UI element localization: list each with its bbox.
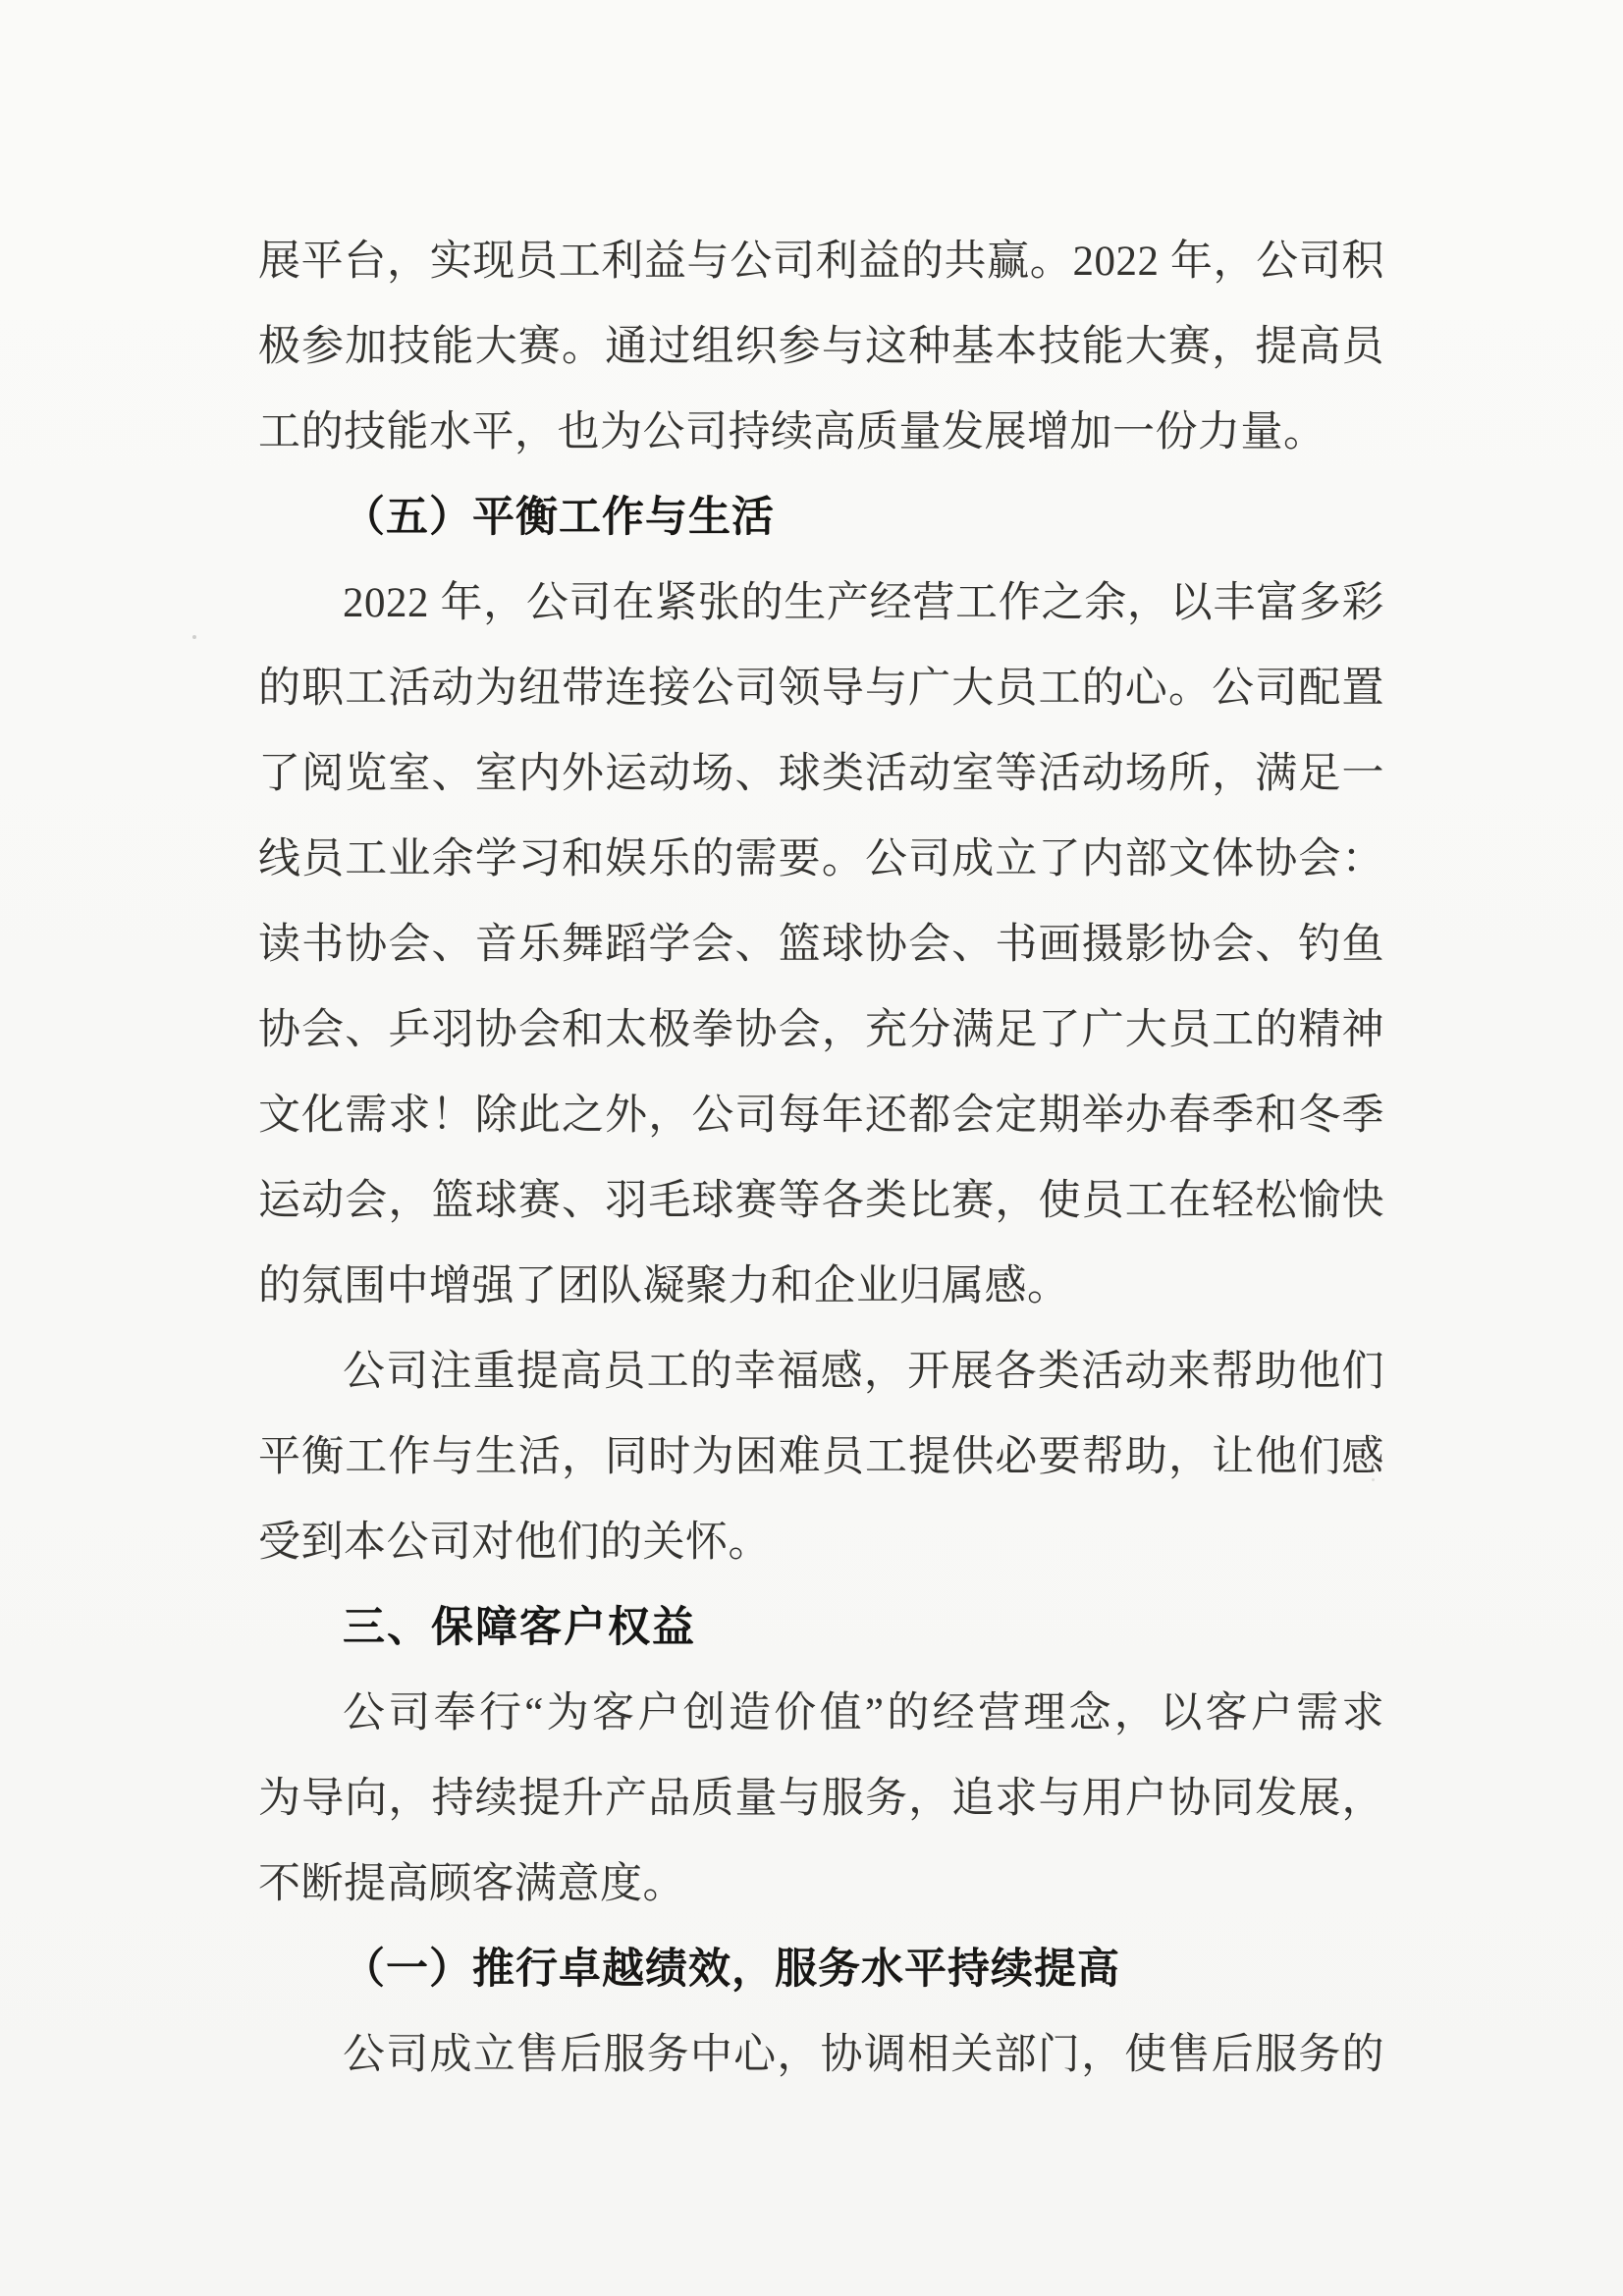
text-line: 运动会，篮球赛、羽毛球赛等各类比赛，使员工在轻松愉快: [258, 1178, 1384, 1224]
text-line: 工的技能水平，也为公司持续高质量发展增加一份力量。: [258, 409, 1326, 455]
text-line: 极参加技能大赛。通过组织参与这种基本技能大赛，提高员: [258, 324, 1384, 370]
section-heading: （五）平衡工作与生活: [343, 495, 775, 541]
text-line: 平衡工作与生活，同时为困难员工提供必要帮助，让他们感: [258, 1434, 1384, 1480]
text-line: 的氛围中增强了团队凝聚力和企业归属感。: [258, 1263, 1070, 1309]
text-line: 展平台，实现员工利益与公司利益的共赢。2022 年，公司积: [258, 239, 1384, 285]
text-line: 受到本公司对他们的关怀。: [258, 1520, 771, 1566]
text-line: 协会、乒羽协会和太极拳协会，充分满足了广大员工的精神: [258, 1007, 1384, 1053]
text-line: 公司注重提高员工的幸福感，开展各类活动来帮助他们: [343, 1349, 1384, 1395]
section-heading: （一）推行卓越绩效，服务水平持续提高: [343, 1947, 1120, 1993]
text-column: [258, 219, 1384, 2098]
text-line: 2022 年，公司在紧张的生产经营工作之余，以丰富多彩: [343, 580, 1384, 626]
text-line: 文化需求！除此之外，公司每年还都会定期举办春季和冬季: [258, 1093, 1384, 1139]
text-line: 了阅览室、室内外运动场、球类活动室等活动场所，满足一: [258, 751, 1384, 797]
text-line: 读书协会、音乐舞蹈学会、篮球协会、书画摄影协会、钓鱼: [258, 922, 1384, 968]
scan-speck: [1372, 1478, 1375, 1481]
text-line: 线员工业余学习和娱乐的需要。公司成立了内部文体协会：: [258, 836, 1384, 882]
scan-speck: [1154, 1789, 1157, 1791]
section-heading: 三、保障客户权益: [343, 1604, 696, 1651]
text-line: 公司成立售后服务中心，协调相关部门，使售后服务的: [343, 2032, 1384, 2078]
text-line: 公司奉行“为客户创造价值”的经营理念，以客户需求: [343, 1690, 1384, 1736]
text-line: 为导向，持续提升产品质量与服务，追求与用户协同发展，: [258, 1776, 1384, 1822]
scan-speck: [192, 635, 196, 639]
text-line: 的职工活动为纽带连接公司领导与广大员工的心。公司配置: [258, 666, 1384, 712]
text-line: 不断提高顾客满意度。: [258, 1861, 685, 1907]
